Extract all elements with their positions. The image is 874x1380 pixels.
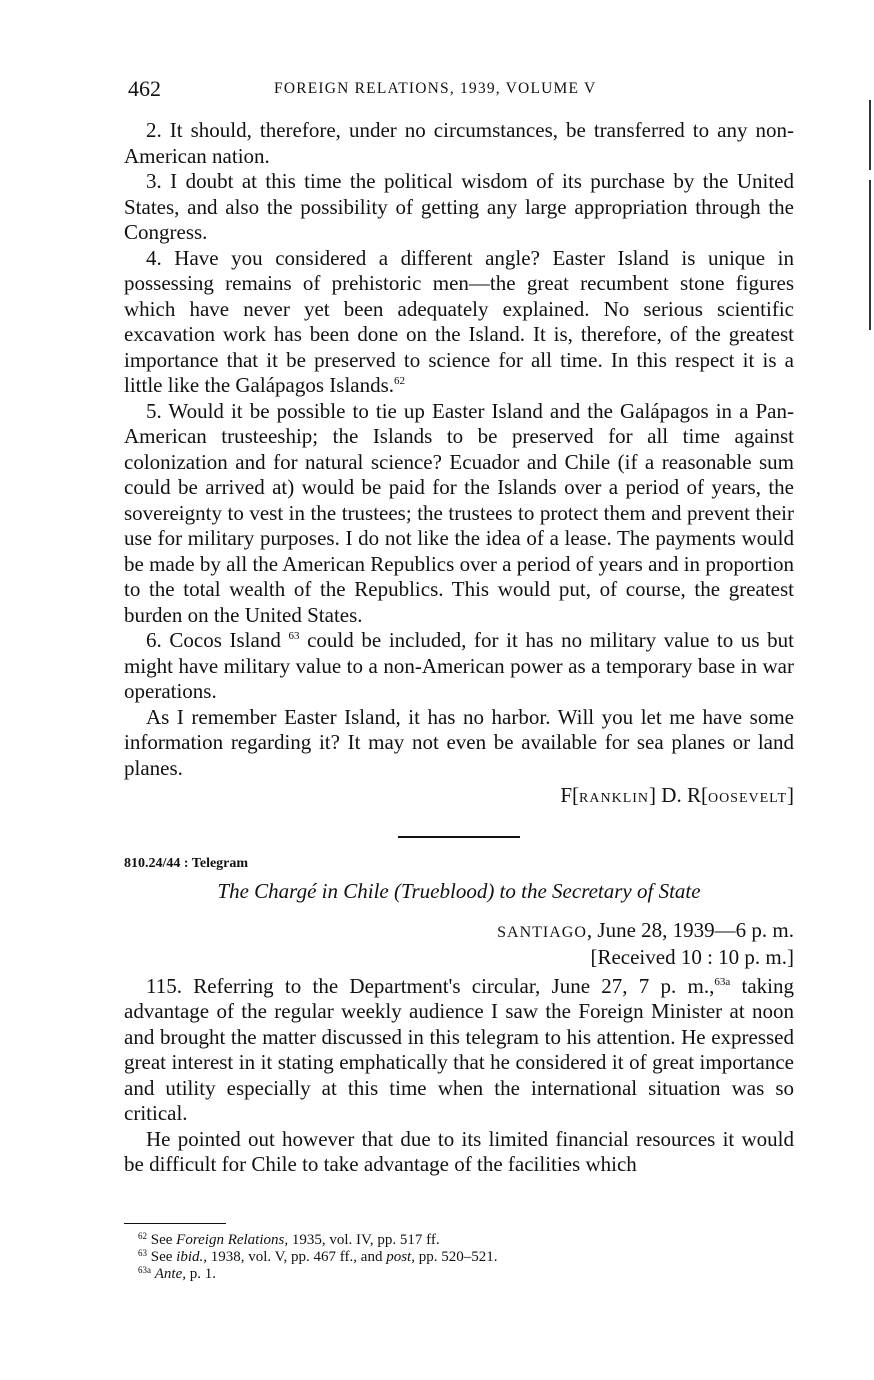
letter-paragraph-6-rest: could be included, for it has no military value to us but might have military value to a non-American power as a temporary base in war operations. [124,628,795,703]
footnote-text: 1935, vol. IV, pp. 517 ff. [288,1232,440,1248]
dateline-place: SANTIAGO [497,923,587,941]
telegram-paragraph-start: 115. Referring to the Department's circular, June 27, 7 p. m., [146,973,715,998]
margin-scan-mark [869,180,871,330]
signature-part: ] [787,783,794,807]
footnote-italic: Ante, [154,1266,186,1282]
signature-small-caps: OOSEVELT [707,791,787,806]
footnote-mark: 63a [138,1265,151,1275]
telegram-body [124,974,794,1178]
footnote-ref-63: 63 [288,630,300,642]
page-number: 462 [128,76,161,101]
letter-paragraph-4-text: 4. Have you considered a different angle? Easter Island is unique in possessing remains of prehistoric men—the great recumbent stone figures which have never yet been adequately explained. No serious scientific excavation work has been done on the Island. It is, therefore, of the greatest importance that it be preserved to science for all time. In this respect it is a little like the Galápagos Islands. [124,245,794,397]
footnote-text: pp. 520–521. [414,1249,498,1265]
margin-scan-mark [869,100,871,170]
letter-closing-paragraph: As I remember Easter Island, it has no harbor. Will you let me have some information regarding it? It may not even be available for sea planes or land planes. [124,704,794,780]
footnote-mark: 62 [138,1231,147,1241]
signature-part: F[ [560,783,580,807]
telegram-paragraph-115 [124,974,794,1127]
telegram-paragraph-2: He pointed out however that due to its limited financial resources it would be difficult for Chile to take advantage of the facilities which [124,1126,794,1176]
footnote-63 [138,1249,497,1266]
footnote-mark: 63 [138,1248,147,1258]
footnote-text: 1938, vol. V, pp. 467 ff., and [207,1249,387,1265]
letter-paragraph-5: 5. Would it be possible to tie up Easter Island and the Galápagos in a Pan-American trusteeship; the Islands to be preserved for all time against colonization and for natural science? Ecuador and Chile (if a reasonable sum could be arrived at) would be paid for the Islands over a period of years, the sovereignty to vest in the trustees; the trustees to protect them and prevent their use for military purposes. I do not like the idea of a lease. The payments would be made by all the American Republics over a period of years and in proportion to the total wealth of the Republics. This would put, of course, the greatest burden on the United States. [124,398,794,627]
footnote-text: See [150,1232,177,1248]
footnote-italic: Foreign Relations, [176,1232,289,1248]
section-divider [398,836,520,838]
letter-paragraph-4 [124,246,794,399]
received-time: [Received 10 : 10 p. m.] [590,945,794,969]
telegram-paragraph-rest: taking advantage of the regular weekly audience I saw the Foreign Minister at noon and brought the matter discussed in this telegram to his attention. He expressed great interest in it stating emphatically that he considered it of great importance and utility especially at this time when the international situation was so critical. [124,973,794,1125]
footnote-text: p. 1. [186,1266,216,1282]
page-body [124,118,794,1178]
footnote-63a [138,1266,497,1283]
letter-paragraph-2: 2. It should, therefore, under no circumstances, be transferred to any non-American nation. [124,118,794,168]
dateline-date: , June 28, 1939—6 p. m. [586,917,794,942]
letter-paragraph-6-start: 6. Cocos Island [146,628,281,652]
footnote-ref-62: 62 [394,375,406,387]
signature-small-caps: RANKLIN [579,791,650,806]
footnote-ref-63a: 63a [714,975,731,988]
footnotes [138,1232,497,1283]
running-title: FOREIGN RELATIONS, 1939, VOLUME V [274,80,597,97]
footnote-62 [138,1232,497,1249]
signature [124,781,794,812]
letter-paragraph-3: 3. I doubt at this time the political wisdom of its purchase by the United States, and also the possibility of getting any large appropriation through the Congress. [124,169,794,244]
footnote-text: See [150,1249,177,1265]
footnote-rule [124,1223,226,1224]
signature-part: ] D. R[ [649,783,708,807]
letter-paragraph-6 [124,628,794,705]
footnote-italic: ibid., [176,1249,208,1265]
footnote-italic: post, [386,1249,415,1265]
file-number: 810.24/44 : Telegram [124,855,249,871]
dateline [124,918,794,946]
page-header [124,76,794,102]
document-title: The Chargé in Chile (Trueblood) to the Secretary of State [217,878,701,903]
